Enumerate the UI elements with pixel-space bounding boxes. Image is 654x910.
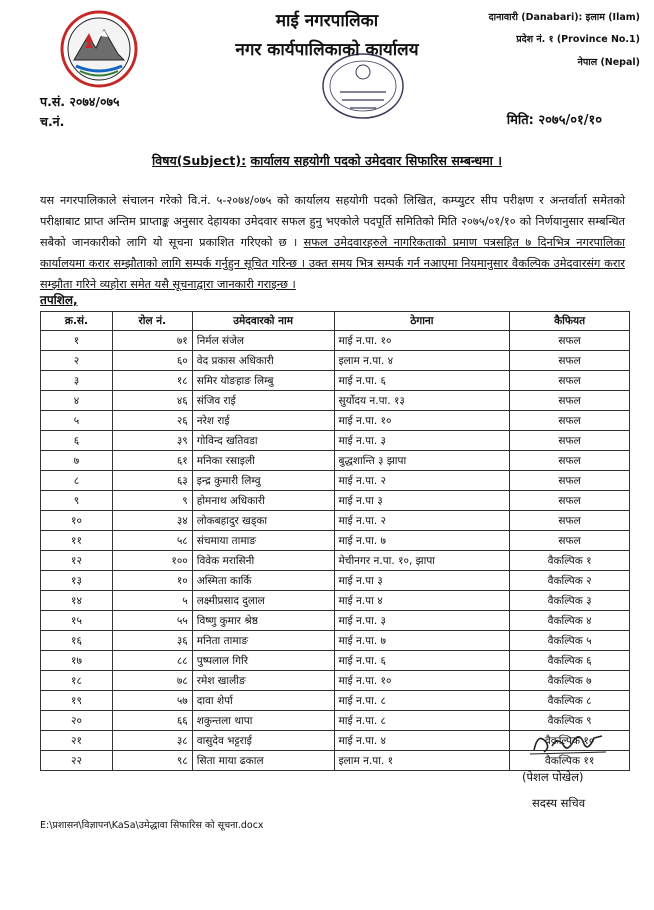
cell-remarks: वैकल्पिक ५	[510, 631, 630, 651]
file-path: E:\प्रशासन\विज्ञापन\KaSa\उमेद्धावा सिफारिस को सूचना.docx	[40, 820, 264, 831]
cell-serial: १	[41, 331, 113, 351]
table-row	[41, 431, 630, 451]
cell-roll-no: ५५	[112, 611, 192, 631]
org-name: माई नगरपालिका	[275, 11, 379, 31]
cell-address: बुद्धशान्ति ३ झापा	[334, 451, 510, 471]
cell-serial: १७	[41, 651, 113, 671]
cell-roll-no: १८	[112, 371, 192, 391]
cell-candidate-name: विष्णु कुमार श्रेष्ठ	[192, 611, 334, 631]
details-heading: तपशिल,	[40, 293, 78, 307]
cell-roll-no: ९	[112, 491, 192, 511]
letter-number: प.सं. २०७४/०७५	[40, 94, 120, 109]
cell-candidate-name: समिर योङहाङ लिम्बु	[192, 371, 334, 391]
cell-candidate-name: लक्ष्मीप्रसाद दुलाल	[192, 591, 334, 611]
cell-roll-no: १०	[112, 571, 192, 591]
cell-serial: २०	[41, 711, 113, 731]
cell-candidate-name: अस्मिता कार्कि	[192, 571, 334, 591]
cell-remarks: सफल	[510, 451, 630, 471]
cell-serial: १६	[41, 631, 113, 651]
subject-prefix: विषय(Subject):	[152, 153, 247, 168]
cell-address: माई न.पा. ७	[334, 531, 510, 551]
table-row	[41, 331, 630, 351]
table-row	[41, 411, 630, 431]
cell-roll-no: ३४	[112, 511, 192, 531]
cell-serial: ९	[41, 491, 113, 511]
cell-candidate-name: विवेक मरासिनी	[192, 551, 334, 571]
cell-roll-no: ६३	[112, 471, 192, 491]
cell-serial: ११	[41, 531, 113, 551]
cell-address: इलाम न.पा. ४	[334, 351, 510, 371]
cell-roll-no: ३८	[112, 731, 192, 751]
cell-candidate-name: शकुन्तला थापा	[192, 711, 334, 731]
cell-serial: १५	[41, 611, 113, 631]
cell-roll-no: ७१	[112, 331, 192, 351]
signatory-designation: सदस्य सचिव	[532, 796, 586, 810]
cell-candidate-name: संचमाया तामाङ	[192, 531, 334, 551]
cell-candidate-name: निर्मल संजेल	[192, 331, 334, 351]
cell-roll-no: ५८	[112, 531, 192, 551]
cell-serial: १३	[41, 571, 113, 591]
signatory-name: (पेशल पोखेल)	[522, 770, 584, 784]
cell-serial: १८	[41, 671, 113, 691]
cell-address: माई न.पा. १०	[334, 331, 510, 351]
table-row	[41, 691, 630, 711]
address-line-2: प्रदेश नं. १ (Province No.1)	[516, 34, 640, 45]
address-line-1: दानावारी (Danabari): इलाम (Ilam)	[488, 12, 640, 23]
table-row	[41, 551, 630, 571]
cell-serial: ६	[41, 431, 113, 451]
cell-address: माई न.पा. २	[334, 511, 510, 531]
cell-serial: १९	[41, 691, 113, 711]
cell-address: माई न.पा. १०	[334, 411, 510, 431]
table-row	[41, 671, 630, 691]
header-address: ठेगाना	[334, 312, 510, 331]
table-row	[41, 631, 630, 651]
cell-address: माई न.पा. ७	[334, 631, 510, 651]
letter-date: मिति: २०७५/०१/१०	[506, 113, 602, 128]
table-row	[41, 511, 630, 531]
cell-remarks: वैकल्पिक ३	[510, 591, 630, 611]
cell-address: माई न.पा. ६	[334, 651, 510, 671]
subject-text: कार्यालय सहयोगी पदको उमेदवार सिफारिस सम्बन्धमा ।	[250, 153, 502, 168]
office-stamp	[320, 50, 406, 122]
table-row	[41, 351, 630, 371]
table-row	[41, 391, 630, 411]
cell-serial: १४	[41, 591, 113, 611]
cell-remarks: वैकल्पिक १	[510, 551, 630, 571]
cell-roll-no: ६०	[112, 351, 192, 371]
cell-serial: ८	[41, 471, 113, 491]
cell-remarks: सफल	[510, 511, 630, 531]
signature	[528, 728, 610, 758]
cell-serial: २	[41, 351, 113, 371]
header-candidate-name: उमेदवारको नाम	[192, 312, 334, 331]
cell-roll-no: ५७	[112, 691, 192, 711]
cell-roll-no: १००	[112, 551, 192, 571]
cell-candidate-name: होमनाथ अधिकारी	[192, 491, 334, 511]
header-roll-no: रोल नं.	[112, 312, 192, 331]
cell-address: माई न.पा ३	[334, 491, 510, 511]
cell-candidate-name: नरेश राई	[192, 411, 334, 431]
header-serial: क्र.सं.	[41, 312, 113, 331]
table-row	[41, 531, 630, 551]
cell-roll-no: २६	[112, 411, 192, 431]
cell-candidate-name: दावा शेर्पा	[192, 691, 334, 711]
cell-address: माई न.पा. १०	[334, 671, 510, 691]
cell-remarks: सफल	[510, 471, 630, 491]
cell-roll-no: ७८	[112, 671, 192, 691]
dispatch-number: च.नं.	[40, 114, 65, 129]
table-row	[41, 651, 630, 671]
cell-roll-no: ६१	[112, 451, 192, 471]
cell-address: इलाम न.पा. १	[334, 751, 510, 771]
cell-candidate-name: पुष्पलाल गिरि	[192, 651, 334, 671]
cell-remarks: वैकल्पिक ८	[510, 691, 630, 711]
cell-roll-no: ५	[112, 591, 192, 611]
cell-remarks: सफल	[510, 351, 630, 371]
cell-remarks: सफल	[510, 491, 630, 511]
table-row	[41, 451, 630, 471]
office-name: नगर कार्यपालिकाको कार्यालय	[235, 40, 419, 60]
cell-roll-no: ६६	[112, 711, 192, 731]
cell-remarks: वैकल्पिक १०	[510, 731, 630, 751]
cell-serial: ७	[41, 451, 113, 471]
cell-remarks: सफल	[510, 531, 630, 551]
cell-address: माई न.पा. २	[334, 471, 510, 491]
cell-address: माई न.पा. ८	[334, 691, 510, 711]
cell-remarks: वैकल्पिक २	[510, 571, 630, 591]
cell-candidate-name: मनिका रसाइली	[192, 451, 334, 471]
cell-candidate-name: सिता माया ढकाल	[192, 751, 334, 771]
notice-underlined-text: सफल उमेदवारहरुले नागरिकताको प्रमाण पत्रसहित ७ दिनभित्र नगरपालिका कार्यालयमा करार सम्झौताको लागि सम्पर्क गर्नुहुन सूचित गरिन्छ । उक्त समय भित्र सम्पर्क गर्न नआएमा नियमानुसार वैकल्पिक उमेदवारसंग करार सम्झौता गरिने व्यहोरा समेत यसै सूचनाद्वारा जानकारी गराइन्छ ।	[40, 236, 626, 291]
cell-address: माई न.पा ३	[334, 571, 510, 591]
cell-serial: २१	[41, 731, 113, 751]
cell-remarks: वैकल्पिक ९	[510, 711, 630, 731]
cell-candidate-name: संजिव राई	[192, 391, 334, 411]
cell-remarks: वैकल्पिक ४	[510, 611, 630, 631]
cell-address: माई न.पा. ३	[334, 431, 510, 451]
table-row	[41, 471, 630, 491]
table-row	[41, 611, 630, 631]
notice-main-text: यस नगरपालिकाले संचालन गरेको वि.नं. ५-२०७४/०७५ को कार्यालय सहयोगी पदको लिखित, कम्प्युटर सीप परीक्षण र अन्तर्वार्ता समेतको परीक्षाबाट प्राप्त अन्तिम प्राप्ताङ्क अनुसार देहायका उमेदवार सफल हुनु भएकोले पदपूर्ति समितिको मिति २०७५/०१/१० को निर्णयानुसार सम्बन्धित सबैको जानकारीको लागि यो सूचना प्रकाशित गरिएको छ ।	[40, 194, 625, 249]
table-row	[41, 571, 630, 591]
cell-address: सुर्योदय न.पा. १३	[334, 391, 510, 411]
subject-line	[0, 152, 654, 169]
cell-serial: १२	[41, 551, 113, 571]
nepal-emblem-logo	[58, 8, 140, 90]
cell-remarks: सफल	[510, 431, 630, 451]
cell-serial: ४	[41, 391, 113, 411]
cell-serial: ५	[41, 411, 113, 431]
cell-serial: २२	[41, 751, 113, 771]
cell-candidate-name: वेद प्रकास अधिकारी	[192, 351, 334, 371]
cell-remarks: वैकल्पिक ६	[510, 651, 630, 671]
cell-roll-no: ९८	[112, 751, 192, 771]
table-header-row	[41, 312, 630, 331]
cell-roll-no: ४६	[112, 391, 192, 411]
cell-address: माई न.पा. ४	[334, 731, 510, 751]
cell-address: माई न.पा. ८	[334, 711, 510, 731]
cell-address: माई न.पा. ६	[334, 371, 510, 391]
cell-candidate-name: रमेश खालीङ	[192, 671, 334, 691]
cell-remarks: सफल	[510, 411, 630, 431]
table-row	[41, 591, 630, 611]
cell-address: माई न.पा. ३	[334, 611, 510, 631]
cell-remarks: सफल	[510, 331, 630, 351]
cell-serial: ३	[41, 371, 113, 391]
cell-remarks: सफल	[510, 391, 630, 411]
cell-candidate-name: मनिता तामाङ	[192, 631, 334, 651]
candidate-table	[40, 311, 630, 771]
table-row	[41, 491, 630, 511]
cell-candidate-name: लोकबहादुर खड्का	[192, 511, 334, 531]
table-row	[41, 371, 630, 391]
cell-candidate-name: वासुदेव भट्टराई	[192, 731, 334, 751]
cell-remarks: वैकल्पिक ११	[510, 751, 630, 771]
cell-address: माई न.पा ४	[334, 591, 510, 611]
notice-paragraph	[40, 190, 625, 295]
cell-roll-no: ३९	[112, 431, 192, 451]
header-remarks: कैफियत	[510, 312, 630, 331]
cell-remarks: वैकल्पिक ७	[510, 671, 630, 691]
cell-address: मेचीनगर न.पा. १०, झापा	[334, 551, 510, 571]
cell-remarks: सफल	[510, 371, 630, 391]
cell-serial: १०	[41, 511, 113, 531]
cell-roll-no: ८८	[112, 651, 192, 671]
cell-candidate-name: इन्द्र कुमारी लिम्वु	[192, 471, 334, 491]
cell-roll-no: ३६	[112, 631, 192, 651]
address-line-3: नेपाल (Nepal)	[577, 57, 640, 68]
cell-candidate-name: गोविन्द खतिवडा	[192, 431, 334, 451]
